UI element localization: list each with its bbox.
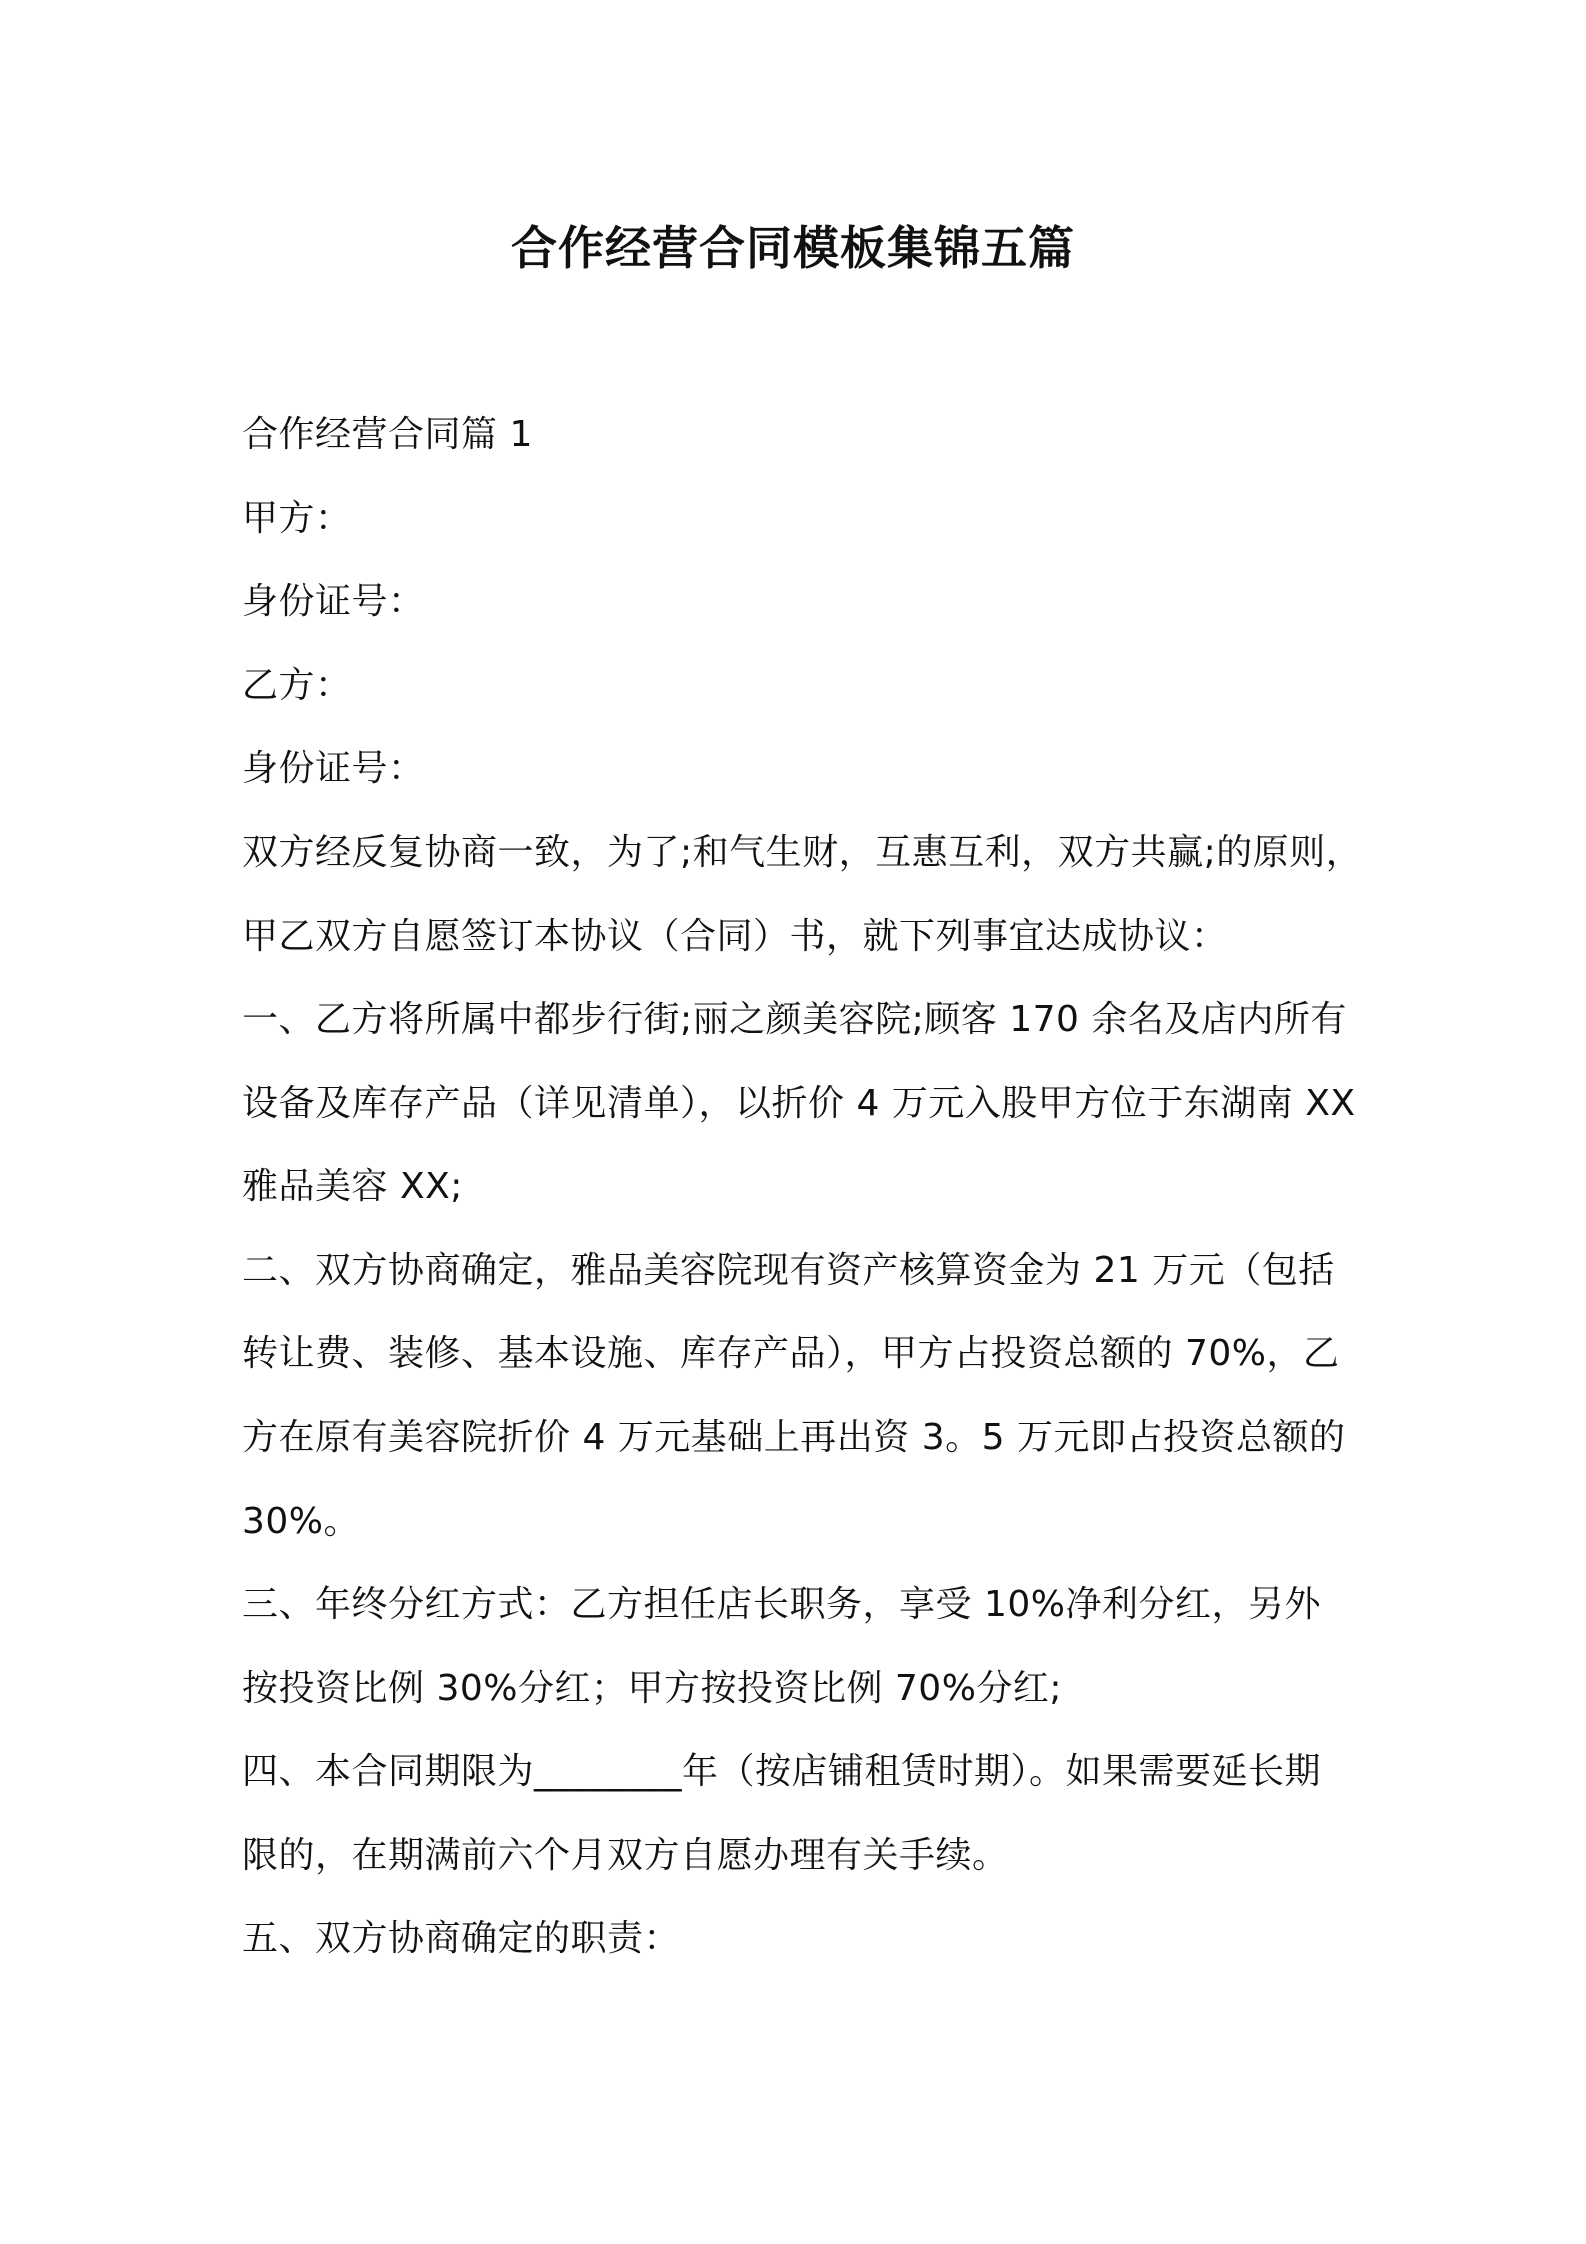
paragraph-line: 转让费、装修、基本设施、库存产品），甲方占投资总额的 70%，乙 — [242, 1333, 1340, 1374]
paragraph-line: 二、双方协商确定，雅品美容院现有资产核算资金为 21 万元（包括 — [242, 1250, 1335, 1291]
paragraph-line: 甲乙双方自愿签订本协议（合同）书，就下列事宜达成协议： — [242, 916, 1228, 957]
party-b-label: 乙方： — [242, 665, 352, 706]
paragraph-line: 雅品美容 XX; — [242, 1166, 463, 1207]
paragraph-line: 方在原有美容院折价 4 万元基础上再出资 3。5 万元即占投资总额的 — [242, 1417, 1346, 1458]
party-a-id-label: 身份证号： — [242, 581, 425, 622]
paragraph-line: 四、本合同期限为________年（按店铺租赁时期）。如果需要延长期 — [242, 1751, 1322, 1792]
party-a-label: 甲方： — [242, 498, 352, 539]
paragraph-line: 一、乙方将所属中都步行街;丽之颜美容院;顾客 170 余名及店内所有 — [242, 999, 1347, 1040]
paragraph-line: 按投资比例 30%分红；甲方按投资比例 70%分红; — [242, 1668, 1063, 1709]
paragraph-line: 双方经反复协商一致，为了;和气生财，互惠互利，双方共赢;的原则， — [242, 832, 1363, 873]
paragraph-line: 三、年终分红方式：乙方担任店长职务，享受 10%净利分红，另外 — [242, 1584, 1321, 1625]
paragraph-line: 限的，在期满前六个月双方自愿办理有关手续。 — [242, 1835, 1009, 1876]
paragraph-line: 设备及库存产品（详见清单），以折价 4 万元入股甲方位于东湖南 XX — [242, 1083, 1356, 1124]
party-b-id-label: 身份证号： — [242, 748, 425, 789]
paragraph-line: 五、双方协商确定的职责： — [242, 1918, 681, 1959]
section-heading: 合作经营合同篇 1 — [242, 414, 533, 455]
document-title: 合作经营合同模板集锦五篇 — [511, 221, 1075, 275]
paragraph-line: 30%。 — [242, 1501, 361, 1542]
